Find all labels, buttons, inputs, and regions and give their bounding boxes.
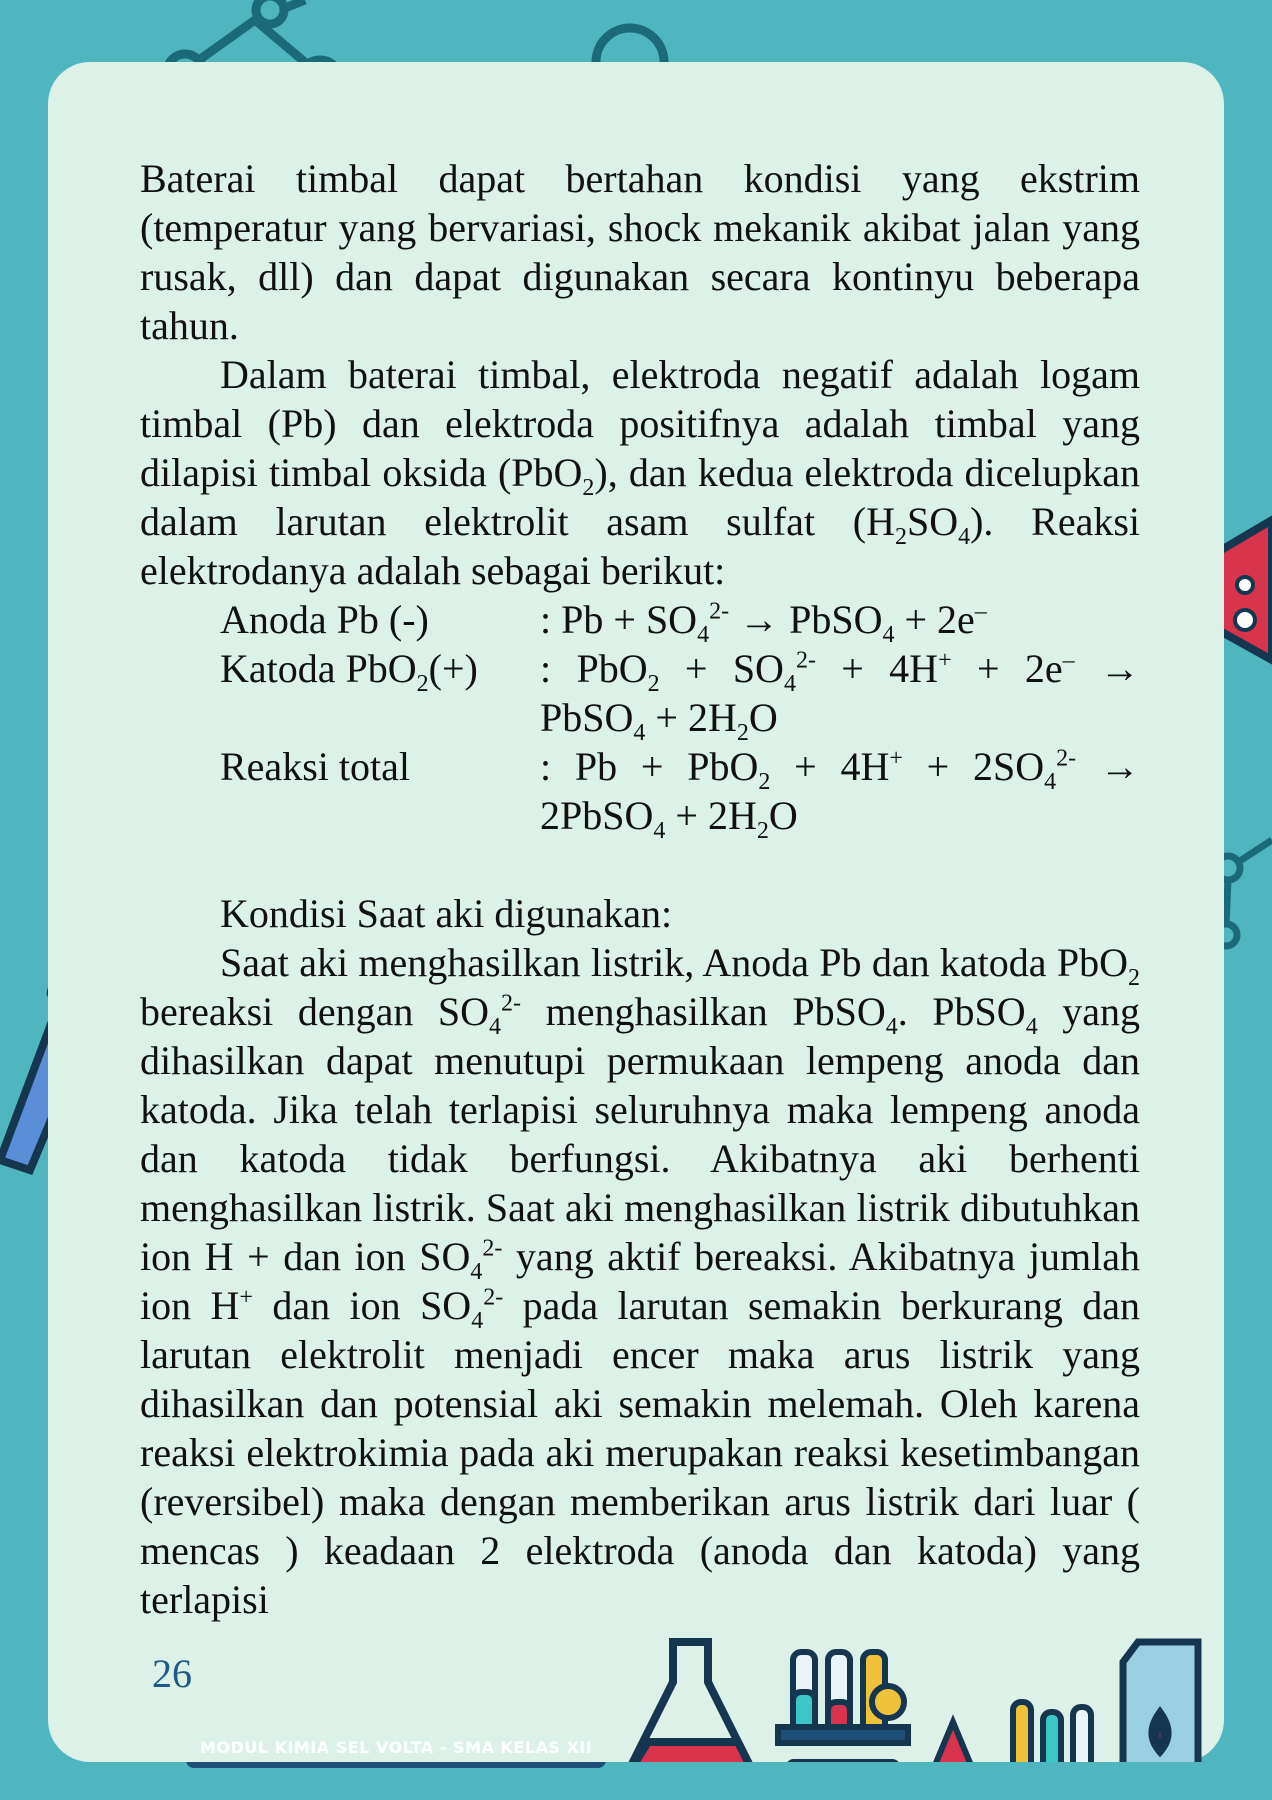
- erlenmeyer-flask-icon: [623, 1642, 758, 1762]
- reaction-table: [220, 595, 1140, 844]
- section-heading: Kondisi Saat aki digunakan:: [220, 891, 673, 936]
- footer-title: MODUL KIMIA SEL VOLTA - SMA KELAS XII: [200, 1738, 593, 1757]
- anode-label: Anoda Pb (-): [220, 597, 429, 642]
- paragraph-electrodes: Dalam baterai timbal, elektroda negatif adalah logam timbal (Pb) dan elektroda positifnya adalah timbal yang dilapisi timbal oksida (PbO$_2$), dan kedua elektroda dicelupkan dalam larutan elektrolit asam sulfat $(H_2SO_4)$. Reaksi elektrodanya adalah sebagai berikut:: [140, 352, 1140, 593]
- paragraph-intro: Baterai timbal dapat bertahan kondisi yang ekstrim (temperatur yang bervariasi, shock mekanik akibat jalan yang rusak, dll) dan dapat digunakan secara kontinyu beberapa tahun.: [140, 156, 1140, 348]
- total-equation: : Pb + PbO$_2$ + 4H+ + $2SO_4^{2-}$ → 2PbSO$_4$ + $2H_2O$: [540, 744, 1140, 844]
- tube-set-icon: [928, 1702, 1091, 1762]
- paragraph-conditions: Saat aki menghasilkan listrik, Anoda Pb dan katoda PbO$_2$ bereaksi dengan $SO_4^{2-}$ menghasilkan PbSO$_4$. PbSO$_4$ yang dihasilkan dapat menutupi permukaan lempeng anoda dan katoda. Jika telah terlapisi seluruhnya maka lempeng anoda dan katoda tidak berfungsi. Akibatnya aki berhenti menghasilkan listrik. Saat aki menghasilkan listrik dibutuhkan ion H + dan ion $SO_4^{2-}$ yang aktif bereaksi. Akibatnya jumlah ion H+ dan ion $SO_4^{2-}$ pada larutan semakin berkurang dan larutan elektrolit menjadi encer maka arus listrik yang dihasilkan dan potensial aki semakin melemah. Oleh karena reaksi elektrokimia pada aki merupakan reaksi kesetimbangan (reversibel) maka dengan memberikan arus listrik dari luar ( mencas ) keadaan 2 elektroda (anoda dan katoda) yang terlapisi: [140, 940, 1141, 1622]
- reaction-anode: [220, 595, 1140, 644]
- reaction-cathode: [220, 644, 1140, 742]
- test-tube-rack-icon: [778, 1652, 908, 1762]
- page-number: 26: [152, 1651, 192, 1696]
- total-label: Reaksi total: [220, 744, 410, 789]
- beaker-icon: [1123, 1642, 1198, 1762]
- main-text: [140, 154, 1140, 1624]
- cathode-equation: : PbO$_2$ + $SO_4^{2-}$ + 4H+ + 2e– → PbSO$_4$ + $2H_2O$: [540, 646, 1140, 746]
- cathode-label: Katoda PbO$_2$(+): [220, 646, 478, 697]
- anode-equation: : $Pb + SO_4^{2-}$ → PbSO$_4$ + 2e–: [540, 597, 987, 648]
- reaction-total: [220, 742, 1140, 840]
